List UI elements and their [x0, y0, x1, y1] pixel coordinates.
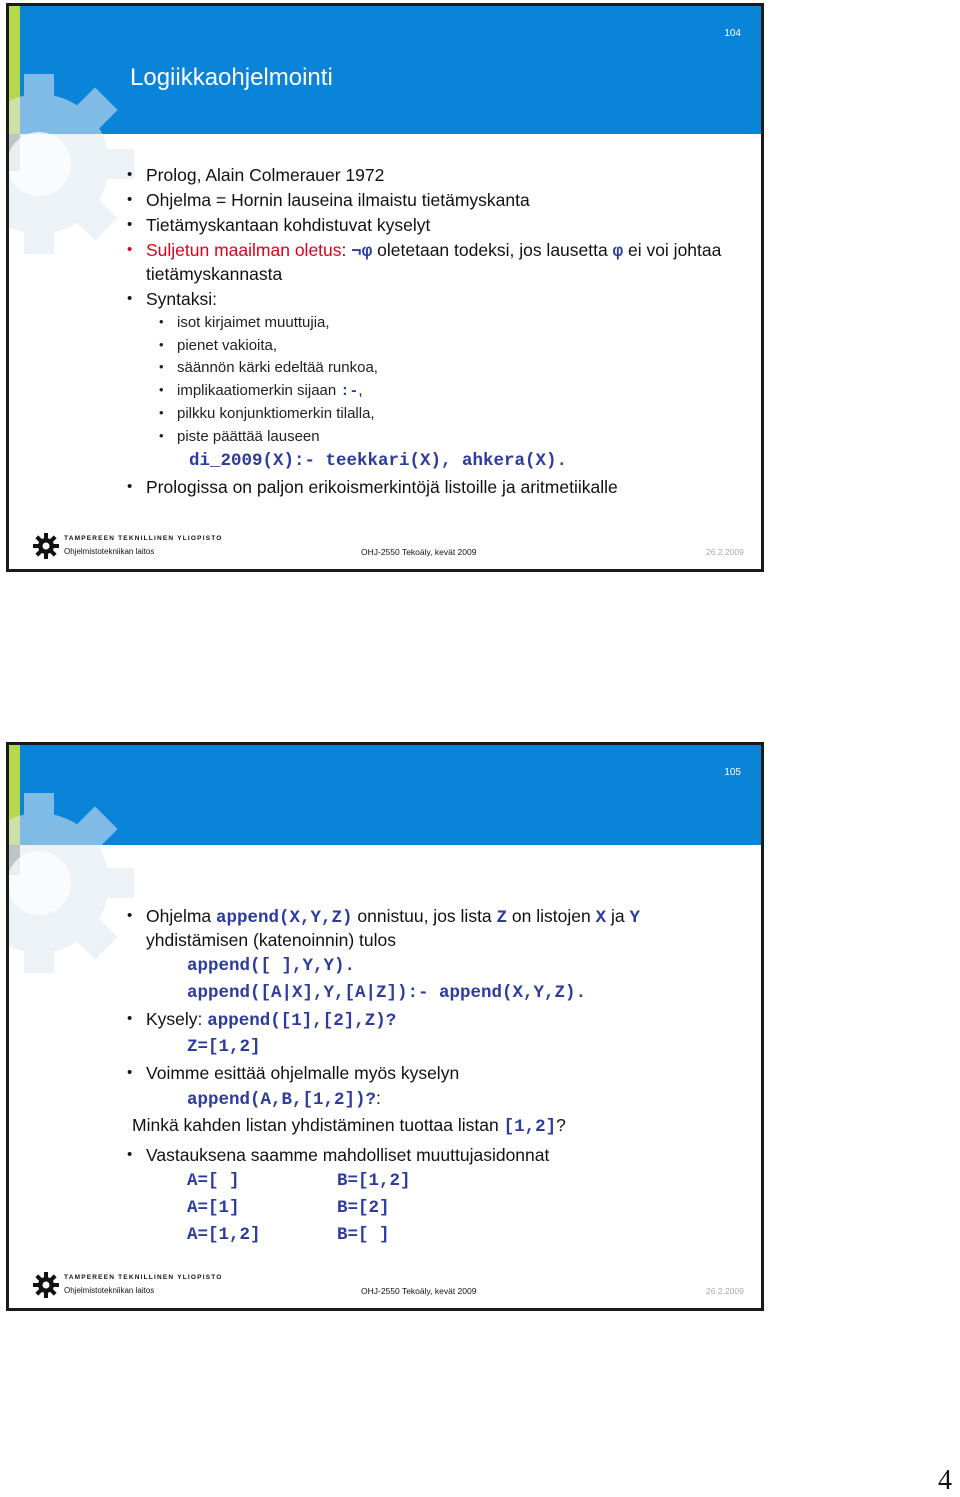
university-name: TAMPEREEN TEKNILLINEN YLIOPISTO: [64, 1274, 223, 1281]
sub-bullet: • säännön kärki edeltää runkoa,: [159, 358, 741, 378]
bullet-query: [127, 1008, 741, 1032]
slide-105: [6, 742, 764, 1311]
colon: :: [341, 240, 347, 260]
footer-date: 26.2.2009: [706, 547, 744, 557]
code-line: append([ ],Y,Y).: [187, 956, 356, 976]
sub-bullet: • isot kirjaimet muuttujia,: [159, 313, 741, 333]
bullet-reverse-query: • Voimme esittää ohjelmalle myös kyselyn: [127, 1062, 741, 1084]
query-code: append([1],[2],Z)?: [207, 1011, 397, 1031]
slide-104: [6, 3, 764, 572]
text: yhdistämisen (katenoinnin) tulos: [146, 930, 396, 950]
bullet-special-notation: • Prologissa on paljon erikoismerkintöjä listoille ja aritmetiikalle: [127, 476, 741, 498]
bullet-append: [127, 905, 741, 951]
slide-title: Logiikkaohjelmointi: [130, 64, 333, 91]
query-code: append(A,B,[1,2])?: [187, 1090, 377, 1110]
question-line: [132, 1114, 741, 1138]
tut-gear-logo-icon: [33, 533, 59, 559]
bullet-queries: • Tietämyskantaan kohdistuvat kyselyt: [127, 214, 741, 236]
sub-text: implikaatiomerkin sijaan: [177, 381, 341, 399]
code-example: di_2009(X):- teekkari(X), ahkera(X).: [189, 451, 568, 471]
answer-row: [187, 1196, 741, 1220]
sub-bullet: • pilkku konjunktiomerkin tilalla,: [159, 404, 741, 424]
bullet-program: • Ohjelma = Hornin lauseina ilmaistu tietämyskanta: [127, 189, 741, 211]
bullet-closed-world: [127, 239, 741, 285]
sub-bullet: • piste päättää lauseen: [159, 427, 741, 447]
var-y: Y: [629, 908, 640, 928]
footer: [9, 1268, 761, 1308]
colon: :: [376, 1088, 381, 1108]
sub-bullet: • pienet vakioita,: [159, 336, 741, 356]
university-name: TAMPEREEN TEKNILLINEN YLIOPISTO: [64, 535, 223, 542]
code-line: Z=[1,2]: [187, 1037, 261, 1057]
department: Ohjelmistotekniikan laitos: [64, 1286, 155, 1295]
answer-b: B=[2]: [337, 1198, 390, 1218]
text: ?: [556, 1115, 566, 1135]
footer-date: 26.2.2009: [706, 1286, 744, 1296]
department: Ohjelmistotekniikan laitos: [64, 547, 155, 556]
code-line: append([A|X],Y,[A|Z]):- append(X,Y,Z).: [187, 983, 587, 1003]
text: ja: [606, 906, 630, 926]
answer-a: A=[1,2]: [187, 1225, 261, 1245]
text: Kysely:: [146, 1009, 208, 1029]
course-name: OHJ-2550 Tekoäly, kevät 2009: [361, 547, 477, 557]
sub-end: ,: [358, 381, 363, 399]
answer-row: [187, 1169, 741, 1193]
text: on listojen: [507, 906, 596, 926]
text: Ohjelma: [146, 906, 217, 926]
phi-symbol: φ: [612, 242, 624, 262]
closed-world-mid: oletetaan todeksi, jos lausetta: [372, 240, 613, 260]
neg-phi-symbol: ¬φ: [351, 242, 373, 262]
answer-b: B=[1,2]: [337, 1171, 411, 1191]
var-z: Z: [496, 908, 508, 928]
list-code: [1,2]: [503, 1117, 557, 1137]
bullet-syntax: • Syntaksi:: [127, 288, 741, 310]
answer-row: [187, 1223, 741, 1247]
slide-content: [127, 164, 741, 501]
closed-world-term: Suljetun maailman oletus: [146, 240, 342, 260]
answer-a: A=[1]: [187, 1198, 240, 1218]
sub-bullet-implication: [159, 381, 741, 402]
slide-content: [127, 905, 741, 1250]
text: onnistuu, jos lista: [352, 906, 497, 926]
var-x: X: [595, 908, 607, 928]
slide-number: 105: [724, 767, 741, 778]
bullet-prolog: • Prolog, Alain Colmerauer 1972: [127, 164, 741, 186]
page-number: 4: [938, 1465, 952, 1496]
slide-number: 104: [724, 28, 741, 39]
answer-a: A=[ ]: [187, 1171, 240, 1191]
answer-b: B=[ ]: [337, 1225, 390, 1245]
bullet-answers: • Vastauksena saamme mahdolliset muuttujasidonnat: [127, 1144, 741, 1166]
course-name: OHJ-2550 Tekoäly, kevät 2009: [361, 1286, 477, 1296]
footer: [9, 529, 761, 569]
tut-gear-logo-icon: [33, 1272, 59, 1298]
closed-world-end: ei voi johtaa tietämyskannasta: [146, 240, 722, 284]
reverse-query-line: [187, 1087, 741, 1111]
implication-code: :-: [340, 382, 359, 400]
text: Minkä kahden listan yhdistäminen tuottaa listan: [132, 1115, 504, 1135]
append-code: append(X,Y,Z): [216, 908, 353, 928]
